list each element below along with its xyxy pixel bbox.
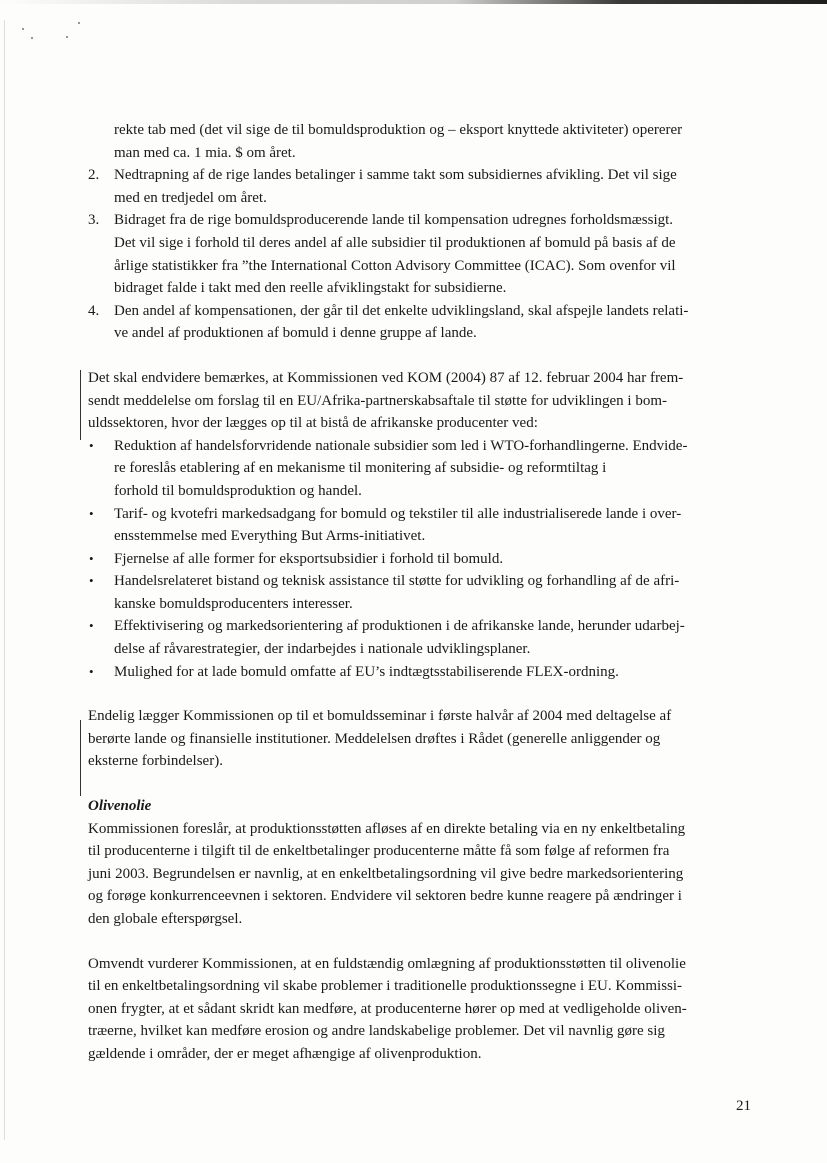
bullet-icon: • (89, 663, 94, 679)
text-line: Kommissionen foreslår, at produktionsstøtten afløses af en direkte betaling via en ny enkeltbetaling (88, 820, 686, 837)
scan-speck (22, 28, 24, 30)
text-line: sendt meddelelse om forslag til en EU/Afrika-partnerskabsaftale til støtte for udviklingen i bom- (88, 392, 668, 409)
bullet-item (88, 435, 752, 503)
text-line: Det vil sige i forhold til deres andel af alle subsidier til produktionen af bomuld på basis af de (114, 234, 676, 251)
text-line: træerne, hvilket kan medføre erosion og andre landskabelige problemer. Det vil navnlig gøre sig (88, 1023, 665, 1040)
bullet-item (88, 661, 752, 684)
paragraph-olive-1 (88, 818, 752, 931)
item-number: 4. (88, 302, 100, 319)
text-line: ve andel af produktionen af bomuld i denne gruppe af lande. (114, 325, 477, 342)
text-line: Omvendt vurderer Kommissionen, at en fuldstændig omlægning af produktionsstøtten til olivenolie (88, 955, 686, 972)
bullet-icon: • (89, 437, 94, 453)
bullet-icon: • (89, 505, 94, 521)
numbered-item (88, 164, 752, 209)
intro-continuation (88, 119, 752, 164)
bullet-item (88, 548, 752, 571)
text-line: eksterne forbindelser). (88, 753, 223, 770)
bullet-list (88, 435, 752, 684)
text-line: Fjernelse af alle former for eksportsubsidier i forhold til bomuld. (114, 550, 504, 567)
text-line: bidraget falde i takt med den reelle afviklingstakt for subsidierne. (114, 280, 507, 297)
text-line: Den andel af kompensationen, der går til det enkelte udviklingsland, skal afspejle landets relati- (114, 302, 689, 319)
text-line: Mulighed for at lade bomuld omfatte af EU’s indtægtsstabiliserende FLEX-ordning. (114, 663, 619, 680)
bullet-item (88, 570, 752, 615)
text-line: juni 2003. Begrundelsen er navnlig, at en enkeltbetalingsordning vil give bedre markedsorientering (88, 865, 684, 882)
text-line: re foreslås etablering af en mekanisme til monitering af subsidie- og reformtiltag i (114, 460, 607, 477)
text-line: gældende i områder, der er meget afhængige af olivenproduktion. (88, 1045, 482, 1062)
paragraph-olive-2 (88, 953, 752, 1066)
text-line: Tarif- og kvotefri markedsadgang for bomuld og tekstiler til alle industrialiserede lande i over- (114, 505, 682, 522)
margin-change-bar (80, 720, 81, 796)
text-line: ensstemmelse med Everything But Arms-initiativet. (114, 528, 426, 545)
text-line: rekte tab med (det vil sige de til bomuldsproduktion og – eksport knyttede aktiviteter) opererer (114, 122, 683, 138)
text-line: og forøge konkurrenceevnen i sektoren. Endvidere vil sektoren bedre kunne reagere på ændringer i (88, 888, 682, 905)
bullet-icon: • (89, 550, 94, 566)
page-number: 21 (736, 1098, 751, 1114)
text-line: til en enkeltbetalingsordning vil skabe problemer i traditionelle produktionssegne i EU. Kommissi- (88, 978, 683, 995)
bullet-icon: • (89, 618, 94, 634)
numbered-list (88, 164, 752, 345)
bullet-item (88, 615, 752, 660)
scan-speck (66, 36, 68, 38)
scan-edge-left (4, 20, 5, 1140)
text-line: onen frygter, at et sådant skridt kan medføre, at producenterne hører op med at vedligeholde oliven- (88, 1000, 687, 1017)
text-line: Handelsrelateret bistand og teknisk assistance til støtte for udvikling og forhandling af de afri- (114, 573, 680, 590)
text-line: Endelig lægger Kommissionen op til et bomuldsseminar i første halvår af 2004 med deltagelse af (88, 708, 672, 725)
text-line: Det skal endvidere bemærkes, at Kommissionen ved KOM (2004) 87 af 12. februar 2004 har frem- (88, 369, 684, 386)
bullet-item (88, 503, 752, 548)
text-line: delse af råvarestrategier, der indarbejdes i nationale udviklingsplaner. (114, 641, 531, 658)
text-line: til producenterne i tilgift til de enkeltbetalinger producenterne måtte få som følge af reformen fra (88, 843, 670, 860)
text-line: årlige statistikker fra ”the International Cotton Advisory Committee (ICAC). Som ovenfor vil (114, 257, 676, 274)
item-number: 2. (88, 167, 100, 184)
numbered-item (88, 300, 752, 345)
scan-speck (31, 37, 33, 39)
text-line: Effektivisering og markedsorientering af produktionen i de afrikanske lande, herunder udarbej- (114, 618, 685, 635)
paragraph-kom (88, 367, 752, 435)
section-heading-olivenolie: Olivenolie (88, 798, 152, 815)
text-line: forhold til bomuldsproduktion og handel. (114, 482, 362, 499)
text-line: Bidraget fra de rige bomuldsproducerende lande til kompensation udregnes forholdsmæssigt. (114, 212, 674, 229)
text-line: berørte lande og finansielle institutioner. Meddelelsen drøftes i Rådet (generelle anliggender og (88, 730, 661, 747)
text-line: med en tredjedel om året. (114, 189, 267, 206)
scan-speck (78, 22, 80, 24)
bullet-icon: • (89, 573, 94, 589)
text-line: uldssektoren, hvor der lægges op til at bistå de afrikanske producenter ved: (88, 415, 538, 432)
item-number: 3. (88, 212, 100, 229)
numbered-item (88, 209, 752, 299)
scan-edge-top (0, 0, 827, 4)
paragraph-seminar (88, 705, 752, 773)
text-line: Nedtrapning af de rige landes betalinger i samme takt som subsidiernes afvikling. Det vil sige (114, 167, 677, 184)
text-line: man med ca. 1 mia. $ om året. (114, 144, 296, 161)
margin-change-bar (80, 370, 81, 440)
text-line: den globale efterspørgsel. (88, 911, 243, 927)
text-line: Reduktion af handelsforvridende nationale subsidier som led i WTO-forhandlingerne. Endvide- (114, 437, 688, 454)
text-line: kanske bomuldsproducenters interesser. (114, 595, 353, 612)
page-body (88, 119, 752, 1066)
